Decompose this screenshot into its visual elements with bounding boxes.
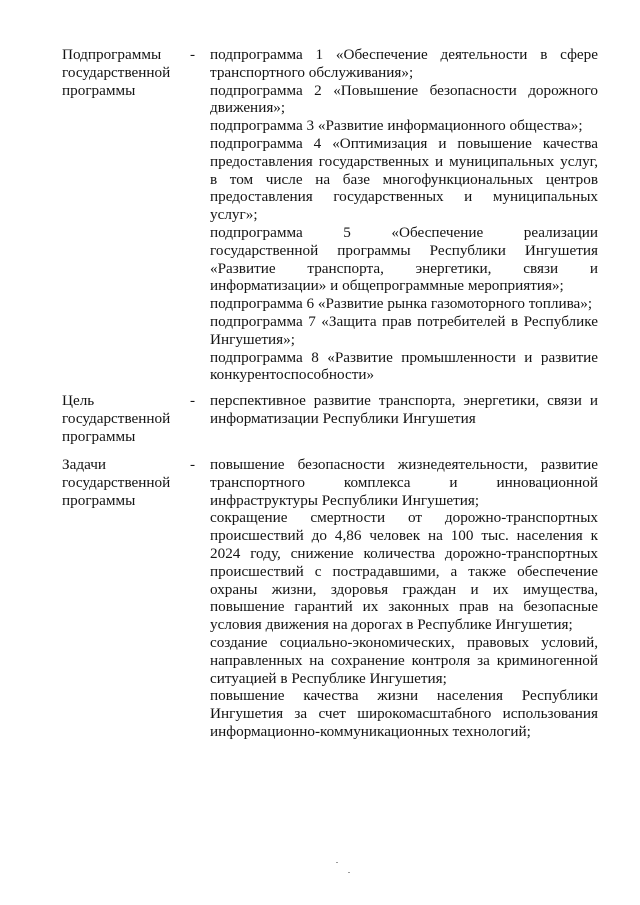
subprogram-item: подпрограмма 1 «Обеспечение деятельности в сфере транспортного обслуживания»; bbox=[210, 46, 598, 81]
label-line: программы bbox=[62, 491, 136, 509]
label-line: программы bbox=[62, 427, 136, 445]
scan-speck bbox=[336, 862, 338, 863]
goal-item: перспективное развитие транспорта, энергетики, связи и информатизации Республики Ингушетия bbox=[210, 392, 598, 427]
subprogram-item: подпрограмма 8 «Развитие промышленности и развитие конкурентоспособности» bbox=[210, 348, 598, 384]
task-item: создание социально-экономических, правовых условий, направленных на сохранение контроля за криминогенной ситуацией в Республике Ингушетия; bbox=[210, 633, 598, 687]
subprogram-item: подпрограмма 3 «Развитие информационного общества»; bbox=[210, 117, 583, 135]
dash-separator: - bbox=[190, 392, 196, 409]
task-item: повышение качества жизни населения Республики Ингушетия за счет широкомасштабного использования информационно-коммуникационных технологий; bbox=[210, 687, 598, 740]
label-line: Цель bbox=[62, 392, 95, 409]
scan-speck bbox=[348, 872, 350, 873]
section-content bbox=[210, 46, 598, 384]
section-label bbox=[62, 392, 184, 445]
label-line: государственной bbox=[62, 409, 171, 427]
section-label bbox=[62, 46, 184, 99]
section-content bbox=[210, 456, 598, 741]
subprogram-item: подпрограмма 5 «Обеспечение реализации государственной программы Республики Ингушетия «Развитие транспорта, энергетики, связи и информатизации» и общепрограммные мероприятия»; bbox=[210, 223, 598, 295]
dash-separator: - bbox=[190, 456, 196, 473]
task-item: повышение безопасности жизнедеятельности, развитие транспортного комплекса и инновационной инфраструктуры Республики Ингушетия; bbox=[210, 456, 598, 509]
subprogram-item: подпрограмма 6 «Развитие рынка газомоторного топлива»; bbox=[210, 295, 593, 313]
subprogram-item: подпрограмма 7 «Защита прав потребителей в Республике Ингушетия»; bbox=[210, 312, 598, 348]
section-label bbox=[62, 456, 184, 509]
task-item: сокращение смертности от дорожно-транспортных происшествий до 4,86 человек на 100 тыс. населения к 2024 году, снижение количества дорожно-транспортных происшествий с пострадавшими, а также обеспечение охраны жизни, здоровья граждан и их имущества, повышение гарантий их законных прав на безопасные условия движения на дорогах в Республике Ингушетия; bbox=[210, 509, 598, 634]
label-line: Задачи bbox=[62, 456, 106, 473]
label-line: Подпрограммы bbox=[62, 46, 162, 63]
label-line: государственной bbox=[62, 63, 171, 81]
dash-separator: - bbox=[190, 46, 196, 63]
label-line: программы bbox=[62, 81, 136, 99]
label-line: государственной bbox=[62, 473, 171, 491]
subprogram-item: подпрограмма 2 «Повышение безопасности дорожного движения»; bbox=[210, 81, 598, 117]
subprogram-item: подпрограмма 4 «Оптимизация и повышение качества предоставления государственных и муниципальных услуг, в том числе на базе многофункциональных центров предоставления государственных и муниципальных услуг»; bbox=[210, 134, 598, 224]
section-content bbox=[210, 392, 598, 428]
